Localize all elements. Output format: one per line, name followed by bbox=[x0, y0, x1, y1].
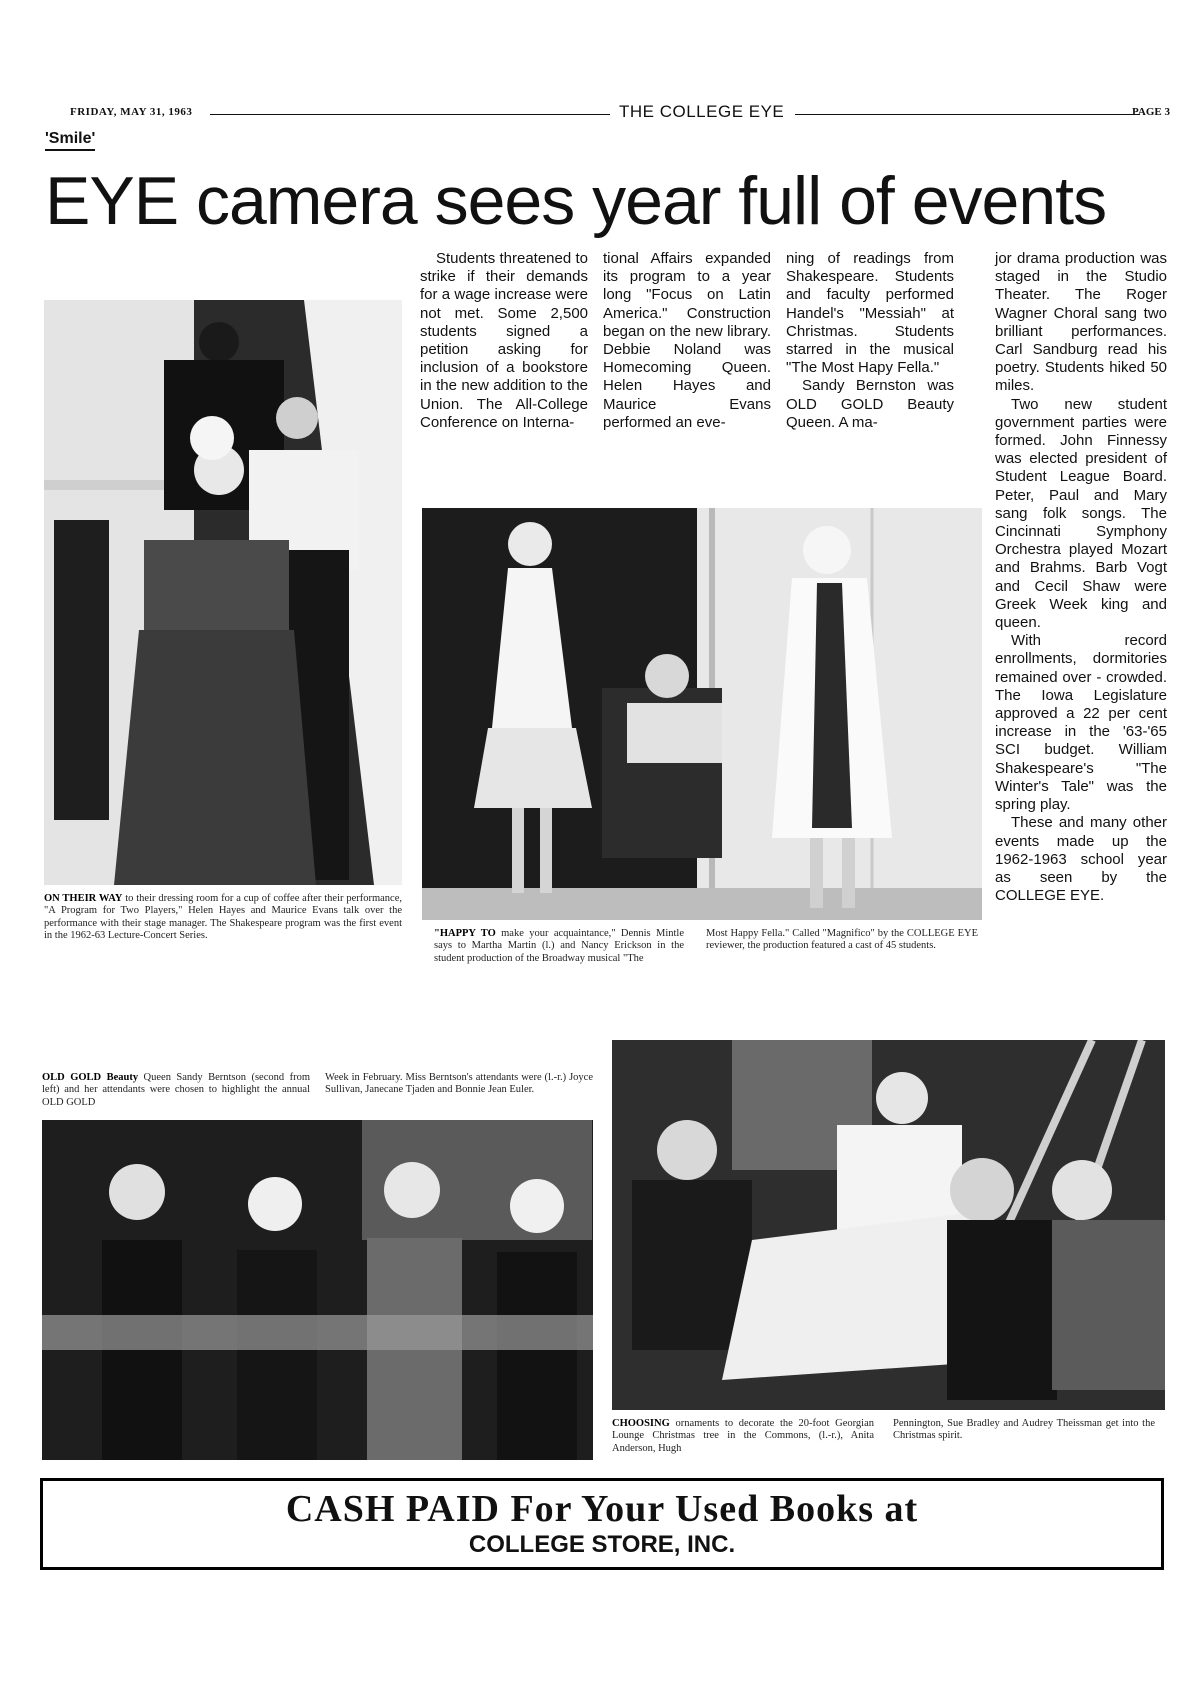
caption-old-gold-b bbox=[325, 1072, 593, 1097]
kicker: 'Smile' bbox=[45, 130, 95, 151]
photo-old-gold-beauty bbox=[42, 1120, 593, 1460]
ad-box bbox=[40, 1478, 1164, 1570]
caption-happy-to-a bbox=[434, 928, 684, 965]
caption-text: ornaments to decorate the 20-foot Georgian Lounge Christmas tree in the Commons, (l.-r.), Anita Anderson, Hugh bbox=[612, 1418, 875, 1454]
article-col4-text-4: These and many other events made up the 1962-1963 school year as seen by the COLLEGE EYE. bbox=[995, 814, 1167, 905]
article-column-4 bbox=[995, 250, 1167, 905]
ad-store-name: COLLEGE STORE, INC. bbox=[468, 1531, 736, 1558]
article-col1-text: Students threatened to strike if their demands for a wage increase were not met. Some 2,500 students signed a petition asking for inclusion of a bookstore in the new addition to the Union. The All-College Conference on Interna- bbox=[420, 250, 588, 431]
caption-happy-to-b bbox=[706, 928, 978, 953]
caption-text: Week in February. Miss Berntson's attendants were (l.-r.) Joyce Sullivan, Janecane Tjaden and Bonnie Jean Euler. bbox=[325, 1072, 593, 1096]
folio-rule-left bbox=[210, 114, 610, 115]
article-column-2 bbox=[603, 250, 771, 432]
article-col4-text-2: Two new student government parties were formed. John Finnessy was elected president of Student League Board. Peter, Paul and Mary sang folk songs. The Cincinnati Symphony Orchestra played Mozart and Brahms. Barb Vogt and Cecil Shaw were Greek Week king and queen. bbox=[995, 395, 1167, 632]
caption-lead: ON THEIR WAY bbox=[44, 893, 123, 904]
folio-line bbox=[70, 104, 1170, 124]
caption-choosing-b bbox=[893, 1418, 1155, 1443]
headline: EYE camera sees year full of events bbox=[45, 163, 1107, 239]
caption-lead: "HAPPY TO bbox=[434, 928, 496, 939]
caption-old-gold-a bbox=[42, 1072, 310, 1109]
caption-text: Most Happy Fella." Called "Magnifico" by the COLLEGE EYE reviewer, the production featured a cast of 45 students. bbox=[706, 928, 978, 952]
folio-rule-right bbox=[795, 114, 1140, 115]
paper-name: THE COLLEGE EYE bbox=[615, 102, 788, 122]
article-column-3 bbox=[786, 250, 954, 432]
photo-happy-to bbox=[422, 508, 982, 920]
caption-text: Queen Sandy Berntson (second from left) and her attendants were chosen to highlight the annual OLD GOLD bbox=[42, 1072, 310, 1108]
photo-choosing bbox=[612, 1040, 1165, 1410]
article-col2-text: tional Affairs expanded its program to a year long "Focus on Latin America." Construction began on the new library. Debbie Noland was Homecoming Queen. Helen Hayes and Maurice Evans performed an eve- bbox=[603, 250, 771, 431]
caption-choosing-a bbox=[612, 1418, 874, 1455]
caption-text: to their dressing room for a cup of coffee after their performance, "A Program for Two Players," Helen Hayes and Maurice Evans talk over the performance with their stage manager. The Shakespeare program was the first event in the 1962-63 Lecture-Concert Series. bbox=[44, 893, 402, 942]
article-col3-text-2: Sandy Bernston was OLD GOLD Beauty Queen. A ma- bbox=[786, 377, 954, 431]
caption-lead: CHOOSING bbox=[612, 1418, 670, 1429]
caption-text: Pennington, Sue Bradley and Audrey Theissman get into the Christmas spirit. bbox=[893, 1418, 1155, 1442]
caption-text: make your acquaintance," Dennis Mintle says to Martha Martin (l.) and Nancy Erickson in the student production of the Broadway musical "The bbox=[434, 928, 684, 964]
issue-date: FRIDAY, MAY 31, 1963 bbox=[70, 106, 193, 118]
ad-headline: CASH PAID For Your Used Books at bbox=[285, 1488, 919, 1530]
page-number: PAGE 3 bbox=[1132, 106, 1170, 118]
article-col3-text: ning of readings from Shakespeare. Students and faculty performed Handel's "Messiah" at Christmas. Students starred in the musical "The Most Hapy Fella." bbox=[786, 250, 954, 377]
caption-on-their-way bbox=[44, 893, 402, 943]
article-column-1 bbox=[420, 250, 588, 432]
article-col4-text-1: jor drama production was staged in the Studio Theater. The Roger Wagner Choral sang two brilliant performances. Carl Sandburg read his poetry. Students hiked 50 miles. bbox=[995, 250, 1167, 395]
article-col4-text-3: With record enrollments, dormitories remained over - crowded. The Iowa Legislature approved a 22 per cent increase in the '63-'65 SCI budget. William Shakespeare's "The Winter's Tale" was the spring play. bbox=[995, 632, 1167, 814]
photo-on-their-way bbox=[44, 300, 402, 885]
caption-lead: OLD GOLD Beauty bbox=[42, 1072, 139, 1083]
